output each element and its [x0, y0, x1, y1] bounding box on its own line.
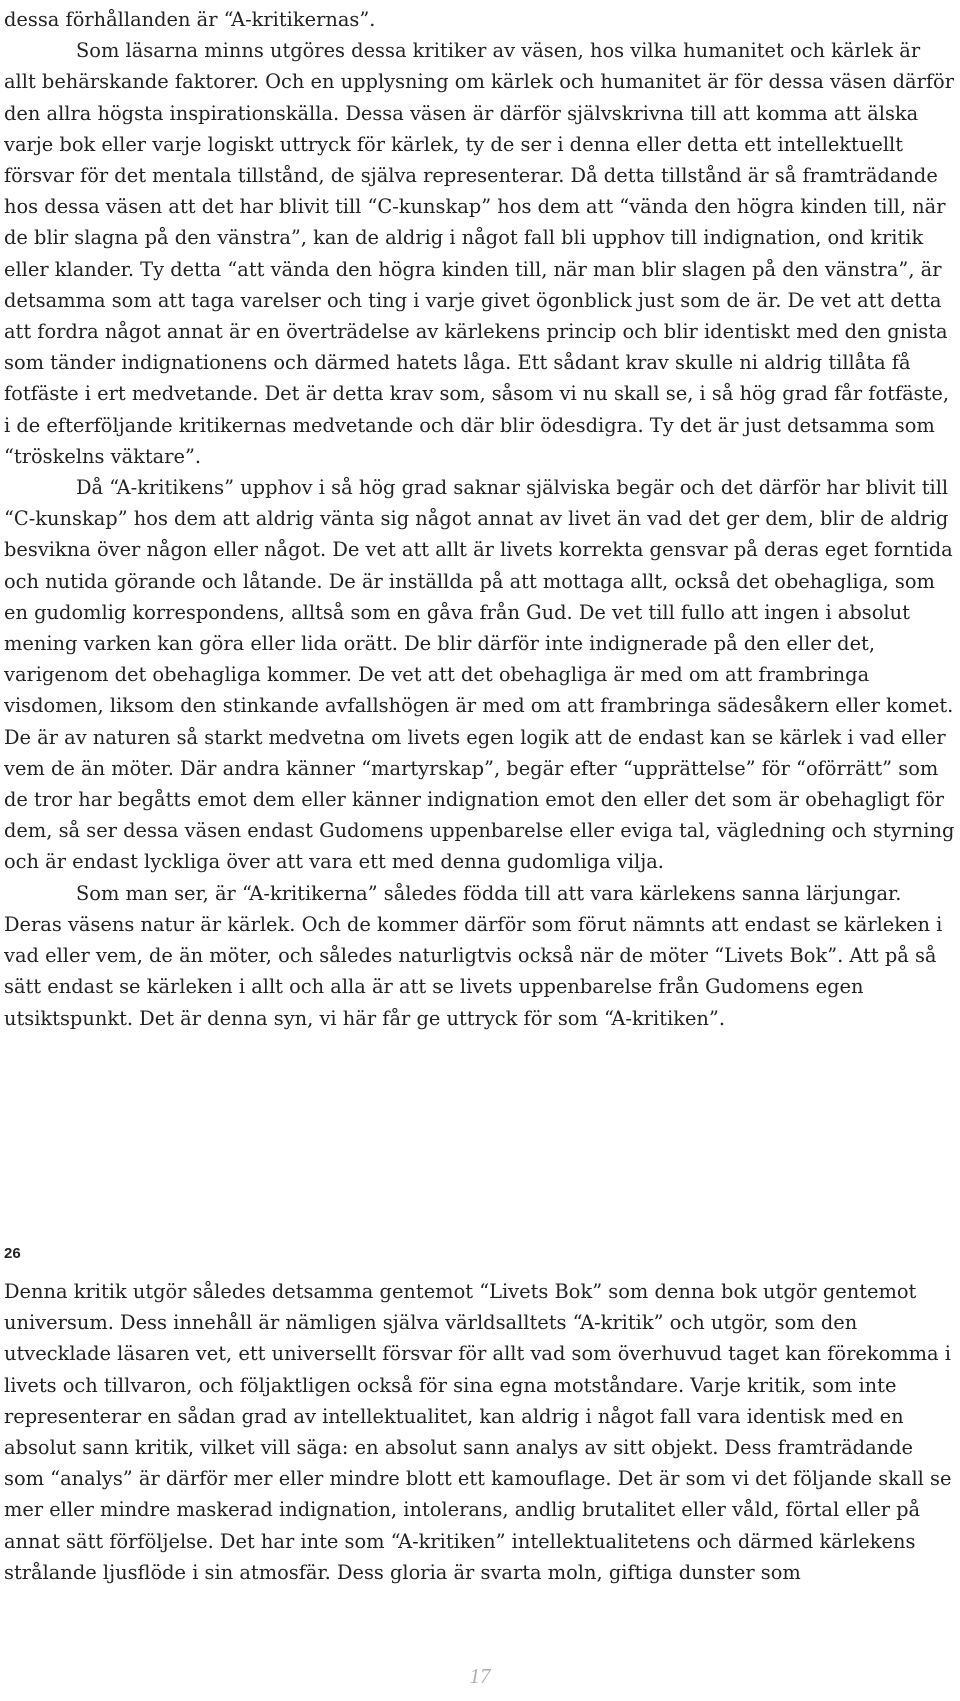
paragraph-continuation: dessa förhållanden är “A-kritikernas”. — [4, 8, 376, 31]
page-number: 17 — [469, 1664, 491, 1688]
body-text — [4, 4, 956, 1034]
paragraph: Som man ser, är “A-kritikerna” således födda till att vara kärlekens sanna lärjungar. Deras väsens natur är kärlek. Och de kommer därför som förut nämnts att endast se kärleken i vad eller vem, de än möter, och således naturligtvis också när de möter “Livets Bok”. Att på så sätt endast se kärleken i allt och alla är att se livets uppenbarelse från Gudomens egen utsiktspunkt. Det är denna syn, vi här får ge uttryck för som “A-kritiken”. — [4, 881, 943, 1030]
paragraph: Som läsarna minns utgöres dessa kritiker av väsen, hos vilka humanitet och kärlek är allt behärskande faktorer. Och en upplysning om kärlek och humanitet är för dessa väsen därför den allra högsta inspirationskälla. Dessa väsen är därför självskrivna till att komma att älska varje bok eller varje logiskt uttryck för kärlek, ty de ser i denna eller detta ett intellektuellt försvar för det mentala tillstånd, de själva representerar. Då detta tillstånd är så framträdande hos dessa väsen att det har blivit till “C-kunskap” hos dem att “vända den högra kinden till, när de blir slagna på den vänstra”, kan de aldrig i något fall bli upphov till indignation, ond kritik eller klander. Ty detta “att vända den högra kinden till, när man blir slagen på den vänstra”, är detsamma som att taga varelser och ting i varje givet ögonblick just som de är. De vet att detta att fordra något annat är en överträdelse av kärlekens princip och blir identiskt med den gnista som tänder indignationens och därmed hatets låga. Ett sådant krav skulle ni aldrig tillåta få fotfäste i ert medvetande. Det är detta krav som, såsom vi nu skall se, i så hög grad får fotfäste, i de efterföljande kritikernas medvetande och där blir ödesdigra. Ty det är just detsamma som “tröskelns väktare”. — [4, 39, 954, 468]
section-number: 26 — [4, 1245, 21, 1262]
paragraph: Då “A-kritikens” upphov i så hög grad saknar själviska begär och det därför har blivit till “C-kunskap” hos dem att aldrig vänta sig något annat av livet än vad det ger dem, blir de aldrig besvikna över någon eller något. De vet att allt är livets korrekta gensvar på deras eget forntida och nutida görande och låtande. De är inställda på att mottaga allt, också det obehagliga, som en gudomlig korrespondens, alltså som en gåva från Gud. De vet till fullo att ingen i absolut mening varken kan göra eller lida orätt. De blir därför inte indignerade på den eller det, varigenom det obehagliga kommer. De vet att det obehagliga är med om att frambringa visdomen, liksom den stinkande avfallshögen är med om att frambringa sädesåkern eller komet. De är av naturen så starkt medvetna om livets egen logik att de endast kan se kärlek i vad eller vem de än möter. Där andra känner “martyrskap”, begär efter “upprättelse” för “oförrätt” som de tror har begåtts emot dem eller känner indignation emot den eller det som är obehagligt för dem, så ser dessa väsen endast Gudomens uppenbarelse eller eviga tal, vägledning och styrning och är endast lyckliga över att vara ett med denna gudomliga vilja. — [4, 476, 955, 874]
section-paragraph: Denna kritik utgör således detsamma gentemot “Livets Bok” som denna bok utgör gentemot universum. Dess innehåll är nämligen själva världsalltets “A-kritik” och utgör, som den utvecklade läsaren vet, ett universellt försvar för allt vad som överhuvud taget kan förekomma i livets och tillvaron, och följaktligen också för sina egna motståndare. Varje kritik, som inte representerar en sådan grad av intellektualitet, kan aldrig i något fall vara identisk med en absolut sann kritik, vilket vill säga: en absolut sann analys av sitt objekt. Dess framträdande som “analys” är därför mer eller mindre blott ett kamouflage. Det är som vi det följande skall se mer eller mindre maskerad indignation, intolerans, andlig brutalitet eller våld, förtal eller på annat sätt förföljelse. Det har inte som “A-kritiken” intellektualitetens och därmed kärlekens strålande ljusflöde i sin atmosfär. Dess gloria är svarta moln, giftiga dunster som — [4, 1280, 952, 1584]
